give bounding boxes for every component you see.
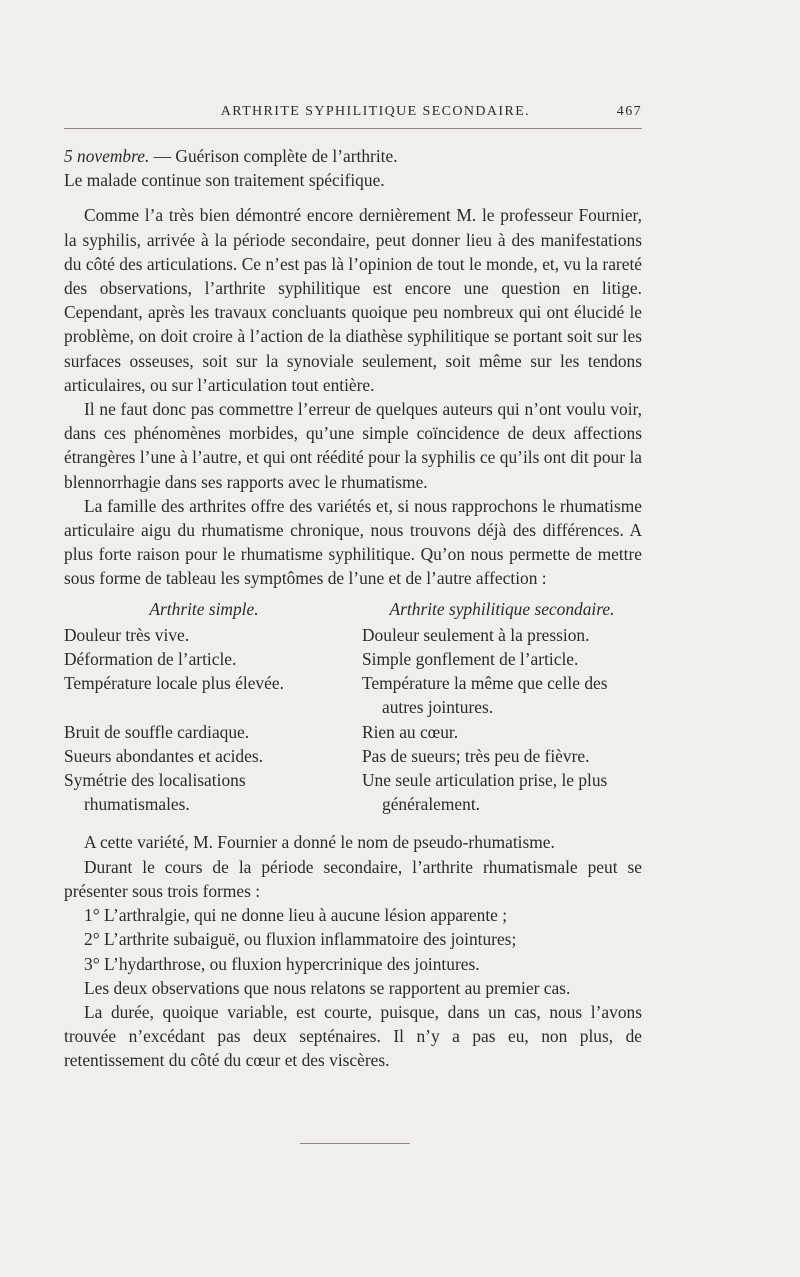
intro-line-2: Le malade continue son traitement spécifique. (64, 170, 385, 191)
paragraph-2: Il ne faut donc pas commettre l’erreur de quelques auteurs qui n’ont voulu voir, dans ces phénomènes morbides, qu’une simple coïncidence de deux affections étrangères l’une à l’autre, et qui ont réédité pour la syphilis ce qu’ils ont dit pour la blennorrhagie dans ses rapports avec le rhumatisme. (64, 399, 642, 492)
symptom-syphilitic: Une seule articulation prise, le plus généralement. (362, 770, 608, 815)
symptom-syphilitic: Rien au cœur. (362, 721, 459, 742)
column-syphilitic (354, 597, 642, 817)
symptom-simple: Sueurs abondantes et acides. (64, 745, 263, 766)
column-heading-syphilitic: Arthrite syphilitique secondaire. (389, 598, 615, 619)
header-rule (64, 128, 642, 129)
symptom-simple: Bruit de souffle cardiaque. (64, 721, 250, 742)
forms-list (64, 903, 642, 976)
running-header (64, 104, 642, 120)
paragraph-1: Comme l’a très bien démontré encore dernièrement M. le professeur Fournier, la syphilis, arrivée à la période secondaire, peut donner lieu à des manifestations du côté des articulations. Ce n’est pas là l’opinion de tout le monde, et, vu la rareté des observations, l’arthrite syphilitique est encore une question en litige. Cependant, après les travaux concluants quoique peu nombreux qui ont élucidé le problème, on doit croire à l’action de la diathèse syphilitique se portant soit sur les surfaces osseuses, soit sur la synoviale seulement, soit même sur les tendons articulaires, ou sur l’articulation tout entière. (64, 205, 642, 395)
closing-paragraph-2: La durée, quoique variable, est courte, puisque, dans un cas, nous l’avons trouvée n’excédant pas deux septénaires. Il n’y a pas eu, non plus, de retentissement du côté du cœur et des viscères. (64, 1001, 642, 1071)
form-item: 2° L’arthrite subaiguë, ou fluxion inflammatoire des jointures; (84, 929, 517, 950)
intro-line-1 (64, 144, 642, 168)
symptom-syphilitic: Douleur seulement à la pression. (362, 624, 590, 645)
running-title: ARTHRITE SYPHILITIQUE SECONDAIRE. (220, 104, 531, 119)
paragraph-3: La famille des arthrites offre des variétés et, si nous rapprochons le rhumatisme articulaire aigu du rhumatisme chronique, nous trouvons déjà des différences. A plus forte raison pour le rhumatisme syphilitique. Qu’on nous permette de mettre sous forme de tableau les symptômes de l’une et de l’autre affection : (64, 495, 642, 589)
symptom-simple: Déformation de l’article. (64, 649, 237, 670)
symptom-syphilitic: Pas de sueurs; très peu de fièvre. (362, 745, 590, 766)
symptom-simple: Température locale plus élevée. (64, 673, 284, 694)
symptom-simple: Symétrie des localisations rhumatismales. (64, 770, 246, 815)
three-forms-intro: Durant le cours de la période secondaire, l’arthrite rhumatismale peut se présenter sous trois formes : (64, 856, 642, 901)
intro-outcome: — Guérison complète de l’arthrite. (149, 146, 398, 166)
symptom-syphilitic: Simple gonflement de l’article. (362, 649, 579, 670)
closing-paragraph-1: Les deux observations que nous relatons se rapportent au premier cas. (84, 977, 571, 998)
symptom-simple: Douleur très vive. (64, 624, 190, 645)
page-number: 467 (616, 104, 642, 119)
symptom-syphilitic: Température la même que celle des autres jointures. (362, 673, 608, 718)
body-text (64, 144, 642, 1073)
pseudo-rhumatisme-line: A cette variété, M. Fournier a donné le nom de pseudo-rhumatisme. (84, 832, 555, 853)
column-simple (64, 597, 354, 817)
form-item: 3° L’hydarthrose, ou fluxion hypercrinique des jointures. (84, 953, 480, 974)
end-rule (300, 1143, 410, 1144)
form-item: 1° L’arthralgie, qui ne donne lieu à aucune lésion apparente ; (84, 905, 508, 926)
comparison-table (64, 597, 642, 817)
column-heading-simple: Arthrite simple. (149, 598, 259, 619)
intro-date: 5 novembre. (64, 146, 150, 166)
